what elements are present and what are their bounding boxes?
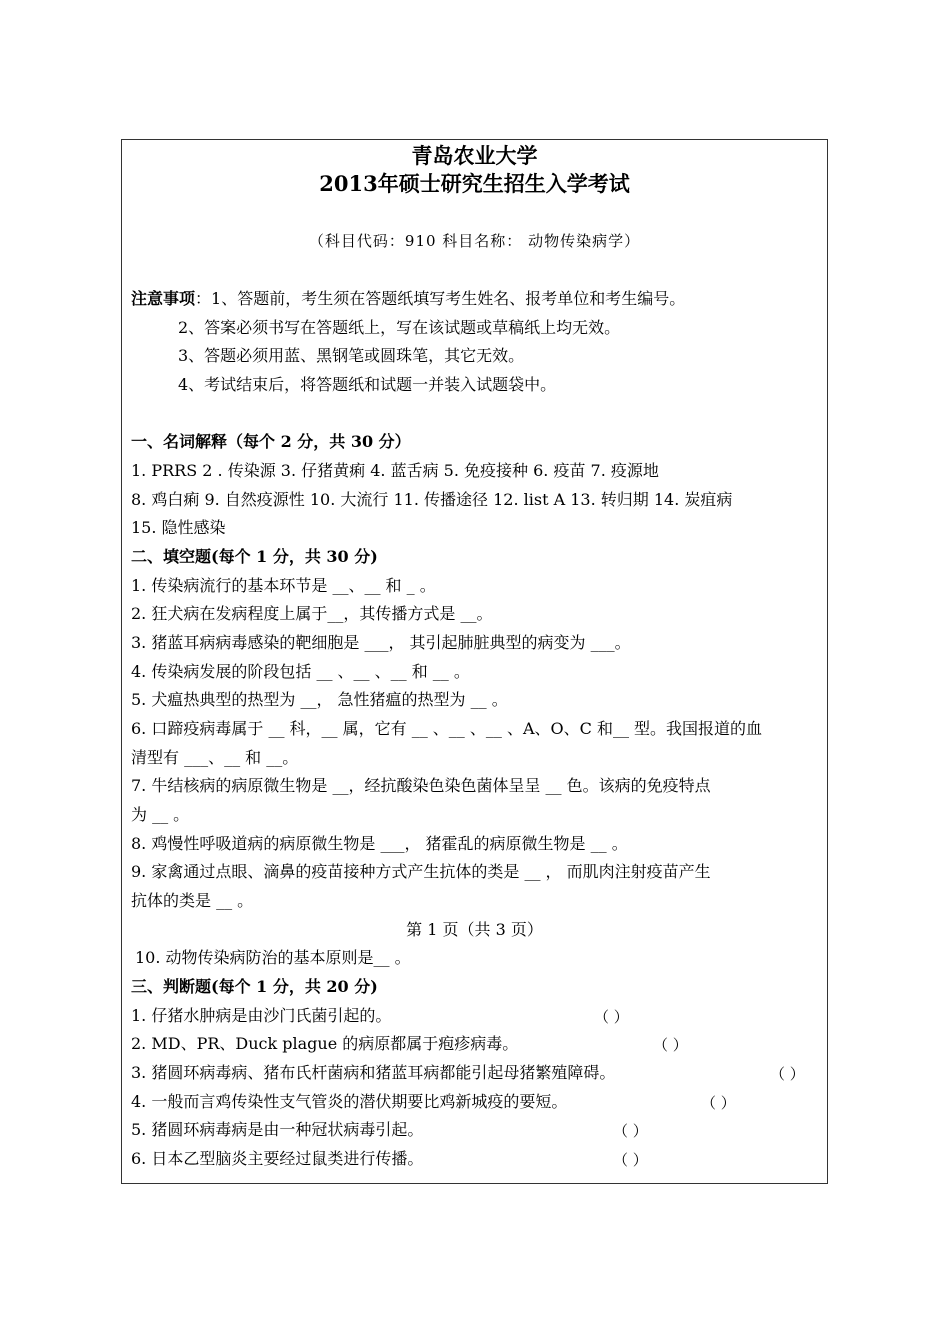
subject-info: （科目代码：910 科目名称： 动物传染病学）: [308, 232, 641, 250]
fill-question-6a: 6. 口蹄疫病毒属于 __ 科，__ 属，它有 __ 、__ 、__ 、A、O、C 和__ 型。我国报道的血: [131, 719, 763, 738]
notes-item-3: 3、答题必须用蓝、黑钢笔或圆珠笔，其它无效。: [178, 346, 525, 365]
answer-paren: （ ）: [613, 1122, 648, 1140]
answer-paren: （ ）: [770, 1065, 805, 1083]
notes-item-4: 4、考试结束后，将答题纸和试题一并装入试题袋中。: [178, 375, 557, 394]
university-title: 青岛农业大学: [411, 143, 538, 168]
section1-heading: 一、名词解释（每个 2 分，共 30 分）: [131, 432, 411, 451]
fill-question-7b: 为 __ 。: [131, 805, 190, 824]
fill-question-1: 1. 传染病流行的基本环节是 __、__ 和 _ 。: [131, 576, 436, 595]
section3-heading: 三、判断题(每个 1 分，共 20 分): [131, 977, 378, 996]
judge-question-3: 3. 猪圆环病毒病、猪布氏杆菌病和猪蓝耳病都能引起母猪繁殖障碍。: [131, 1063, 616, 1082]
notes-item-1: [131, 289, 821, 309]
notes-item-1-text: ：1、答题前，考生须在答题纸填写考生姓名、报考单位和考生编号。: [195, 289, 686, 308]
fill-question-3: 3. 猪蓝耳病病毒感染的靶细胞是 ___， 其引起肺脏典型的病变为 ___。: [131, 633, 631, 652]
fill-question-5: 5. 犬瘟热典型的热型为 __， 急性猪瘟的热型为 __ 。: [131, 690, 508, 709]
answer-paren: （ ）: [701, 1094, 736, 1112]
page-footer: 第 1 页（共 3 页）: [406, 920, 543, 939]
fill-question-9a: 9. 家禽通过点眼、滴鼻的疫苗接种方式产生抗体的类是 __ ， 而肌肉注射疫苗产生: [131, 862, 711, 881]
answer-paren: （ ）: [613, 1151, 648, 1169]
judge-question-5: 5. 猪圆环病毒病是由一种冠状病毒引起。: [131, 1120, 424, 1139]
section1-line-2: 8. 鸡白痢 9. 自然疫源性 10. 大流行 11. 传播途径 12. list A 13. 转归期 14. 炭疽病: [131, 490, 733, 509]
section1-line-3: 15. 隐性感染: [131, 518, 226, 537]
notes-item-2: 2、答案必须书写在答题纸上，写在该试题或草稿纸上均无效。: [178, 318, 621, 337]
section1-line-1: 1. PRRS 2 . 传染源 3. 仔猪黄痢 4. 蓝舌病 5. 免疫接种 6. 疫苗 7. 疫源地: [131, 461, 659, 480]
exam-title: 2013年硕士研究生招生入学考试: [319, 171, 630, 196]
answer-paren: （ ）: [594, 1008, 629, 1026]
fill-question-4: 4. 传染病发展的阶段包括 __ 、__ 、__ 和 __ 。: [131, 662, 470, 681]
judge-question-2: 2. MD、PR、Duck plague 的病原都属于疱疹病毒。: [131, 1034, 519, 1053]
fill-question-9b: 抗体的类是 __ 。: [131, 891, 254, 910]
fill-question-8: 8. 鸡慢性呼吸道病的病原微生物是 ___， 猪霍乱的病原微生物是 __ 。: [131, 834, 628, 853]
fill-question-2: 2. 狂犬病在发病程度上属于__，其传播方式是 __。: [131, 604, 493, 623]
fill-question-10: 10. 动物传染病防治的基本原则是__ 。: [135, 948, 411, 967]
fill-question-7a: 7. 牛结核病的病原微生物是 __，经抗酸染色染色菌体呈呈 __ 色。该病的免疫特点: [131, 776, 711, 795]
judge-question-4: 4. 一般而言鸡传染性支气管炎的潜伏期要比鸡新城疫的要短。: [131, 1092, 568, 1111]
section2-heading: 二、填空题(每个 1 分，共 30 分): [131, 547, 378, 566]
notes-label: 注意事项: [131, 289, 196, 308]
judge-question-1: 1. 仔猪水肿病是由沙门氏菌引起的。: [131, 1006, 392, 1025]
answer-paren: （ ）: [653, 1036, 688, 1054]
fill-question-6b: 清型有 ___、__ 和 __。: [131, 748, 299, 767]
judge-question-6: 6. 日本乙型脑炎主要经过鼠类进行传播。: [131, 1149, 424, 1168]
